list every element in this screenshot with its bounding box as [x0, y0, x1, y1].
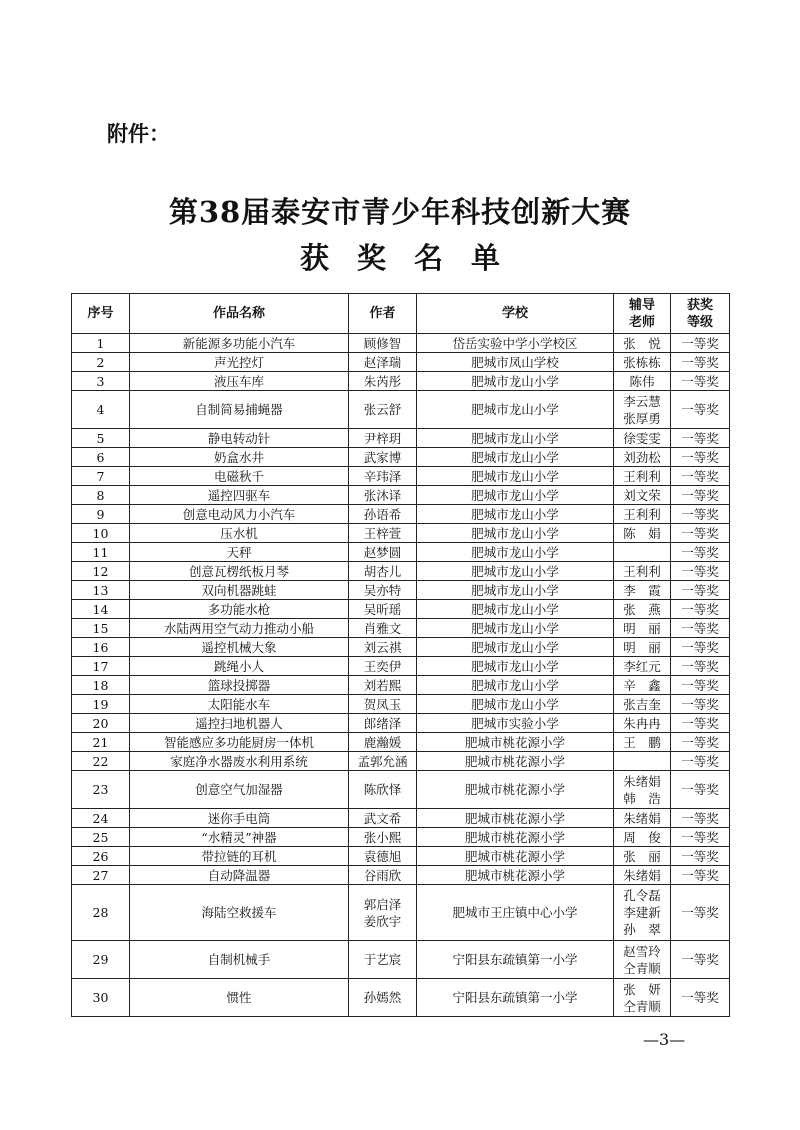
cell-author: 郭启泽 姜欣宇: [349, 885, 417, 941]
cell-award: 一等奖: [671, 372, 730, 391]
cell-school: 肥城市龙山小学: [417, 505, 614, 524]
cell-work: 带拉链的耳机: [130, 847, 349, 866]
cell-school: 肥城市桃花源小学: [417, 866, 614, 885]
col-header-teacher: 辅导 老师: [614, 294, 671, 334]
cell-no: 25: [72, 828, 130, 847]
cell-school: 宁阳县东疏镇第一小学: [417, 979, 614, 1017]
cell-award: 一等奖: [671, 429, 730, 448]
table-row: [72, 752, 730, 771]
attachment-label: 附件：: [107, 122, 170, 146]
cell-school: 肥城市实验小学: [417, 714, 614, 733]
col-header-school: 学校: [417, 294, 614, 334]
cell-author: 谷雨欣: [349, 866, 417, 885]
cell-teacher: 刘文荣: [614, 486, 671, 505]
cell-author: 陈欣怿: [349, 771, 417, 809]
table-row: [72, 448, 730, 467]
cell-school: 宁阳县东疏镇第一小学: [417, 941, 614, 979]
cell-work: 液压车库: [130, 372, 349, 391]
cell-award: 一等奖: [671, 334, 730, 353]
table-row: [72, 505, 730, 524]
cell-no: 2: [72, 353, 130, 372]
cell-school: 肥城市桃花源小学: [417, 847, 614, 866]
cell-award: 一等奖: [671, 638, 730, 657]
table-row: [72, 941, 730, 979]
cell-school: 肥城市龙山小学: [417, 448, 614, 467]
cell-award: 一等奖: [671, 581, 730, 600]
cell-author: 吴亦特: [349, 581, 417, 600]
cell-no: 16: [72, 638, 130, 657]
table-row: [72, 581, 730, 600]
cell-work: 创意空气加湿器: [130, 771, 349, 809]
cell-award: 一等奖: [671, 771, 730, 809]
cell-teacher: 周 俊: [614, 828, 671, 847]
table-row: [72, 600, 730, 619]
cell-no: 13: [72, 581, 130, 600]
cell-school: 肥城市龙山小学: [417, 619, 614, 638]
cell-work: 水陆两用空气动力推动小船: [130, 619, 349, 638]
cell-award: 一等奖: [671, 562, 730, 581]
cell-award: 一等奖: [671, 828, 730, 847]
table-row: [72, 809, 730, 828]
cell-school: 肥城市龙山小学: [417, 524, 614, 543]
cell-no: 9: [72, 505, 130, 524]
cell-teacher: 朱绪娟 韩 浩: [614, 771, 671, 809]
cell-teacher: 孔令磊 李建新 孙 翠: [614, 885, 671, 941]
cell-award: 一等奖: [671, 543, 730, 562]
cell-teacher: 朱绪娟: [614, 809, 671, 828]
cell-no: 5: [72, 429, 130, 448]
cell-no: 3: [72, 372, 130, 391]
cell-school: 肥城市龙山小学: [417, 372, 614, 391]
cell-author: 孙嫣然: [349, 979, 417, 1017]
cell-teacher: 张吉奎: [614, 695, 671, 714]
page-number: —3—: [643, 1030, 686, 1049]
cell-no: 18: [72, 676, 130, 695]
cell-author: 赵梦圆: [349, 543, 417, 562]
cell-teacher: 徐雯雯: [614, 429, 671, 448]
cell-no: 30: [72, 979, 130, 1017]
cell-author: 武家博: [349, 448, 417, 467]
cell-school: 肥城市桃花源小学: [417, 771, 614, 809]
table-row: [72, 695, 730, 714]
cell-work: 创意瓦楞纸板月琴: [130, 562, 349, 581]
cell-author: 王梓萱: [349, 524, 417, 543]
cell-author: 张沐译: [349, 486, 417, 505]
cell-author: 贺凤玉: [349, 695, 417, 714]
cell-author: 辛玮泽: [349, 467, 417, 486]
col-header-author: 作者: [349, 294, 417, 334]
cell-no: 10: [72, 524, 130, 543]
cell-award: 一等奖: [671, 847, 730, 866]
cell-work: 声光控灯: [130, 353, 349, 372]
cell-award: 一等奖: [671, 448, 730, 467]
table-header-row: [72, 294, 730, 334]
cell-award: 一等奖: [671, 714, 730, 733]
cell-work: 海陆空救援车: [130, 885, 349, 941]
cell-teacher: [614, 543, 671, 562]
table-row: [72, 979, 730, 1017]
cell-school: 肥城市龙山小学: [417, 467, 614, 486]
award-table: [71, 293, 730, 1017]
cell-author: 武文希: [349, 809, 417, 828]
cell-teacher: 李 霞: [614, 581, 671, 600]
cell-teacher: 辛 鑫: [614, 676, 671, 695]
cell-teacher: 张 丽: [614, 847, 671, 866]
cell-work: 遥控机械大象: [130, 638, 349, 657]
table-row: [72, 714, 730, 733]
cell-award: 一等奖: [671, 941, 730, 979]
cell-award: 一等奖: [671, 733, 730, 752]
cell-teacher: 王利利: [614, 562, 671, 581]
cell-author: 刘云祺: [349, 638, 417, 657]
cell-no: 27: [72, 866, 130, 885]
cell-work: 奶盒水井: [130, 448, 349, 467]
cell-school: 肥城市龙山小学: [417, 581, 614, 600]
cell-award: 一等奖: [671, 752, 730, 771]
cell-no: 22: [72, 752, 130, 771]
cell-no: 29: [72, 941, 130, 979]
cell-work: 篮球投掷器: [130, 676, 349, 695]
cell-teacher: 赵雪玲 仝青顺: [614, 941, 671, 979]
cell-teacher: 明 丽: [614, 619, 671, 638]
cell-work: 自制简易捕蝇器: [130, 391, 349, 429]
cell-author: 刘若熙: [349, 676, 417, 695]
cell-teacher: 王利利: [614, 467, 671, 486]
cell-no: 1: [72, 334, 130, 353]
table-row: [72, 828, 730, 847]
table-row: [72, 429, 730, 448]
cell-no: 15: [72, 619, 130, 638]
cell-work: 自制机械手: [130, 941, 349, 979]
cell-teacher: 张栋栋: [614, 353, 671, 372]
cell-work: 跳绳小人: [130, 657, 349, 676]
table-row: [72, 467, 730, 486]
table-row: [72, 771, 730, 809]
cell-work: 多功能水枪: [130, 600, 349, 619]
cell-no: 23: [72, 771, 130, 809]
cell-author: 张云舒: [349, 391, 417, 429]
table-row: [72, 353, 730, 372]
cell-school: 岱岳实验中学小学校区: [417, 334, 614, 353]
cell-no: 20: [72, 714, 130, 733]
table-row: [72, 562, 730, 581]
cell-school: 肥城市桃花源小学: [417, 809, 614, 828]
cell-teacher: 刘劲松: [614, 448, 671, 467]
cell-no: 7: [72, 467, 130, 486]
cell-no: 26: [72, 847, 130, 866]
document-title: 第38届泰安市青少年科技创新大赛: [168, 195, 632, 229]
cell-work: 太阳能水车: [130, 695, 349, 714]
cell-author: 鹿瀚媛: [349, 733, 417, 752]
table-row: [72, 619, 730, 638]
cell-work: 双向机器跳蛙: [130, 581, 349, 600]
cell-teacher: 王 鹏: [614, 733, 671, 752]
cell-teacher: 陈 娟: [614, 524, 671, 543]
table-row: [72, 524, 730, 543]
cell-teacher: 陈伟: [614, 372, 671, 391]
cell-award: 一等奖: [671, 619, 730, 638]
cell-no: 8: [72, 486, 130, 505]
cell-work: 压水机: [130, 524, 349, 543]
cell-school: 肥城市龙山小学: [417, 676, 614, 695]
cell-no: 6: [72, 448, 130, 467]
cell-work: 家庭净水器废水利用系统: [130, 752, 349, 771]
cell-award: 一等奖: [671, 391, 730, 429]
cell-school: 肥城市龙山小学: [417, 638, 614, 657]
cell-work: “水精灵”神器: [130, 828, 349, 847]
cell-no: 21: [72, 733, 130, 752]
cell-school: 肥城市龙山小学: [417, 391, 614, 429]
document-subtitle: 获奖名单: [299, 241, 528, 275]
table-row: [72, 334, 730, 353]
cell-school: 肥城市桃花源小学: [417, 733, 614, 752]
cell-award: 一等奖: [671, 657, 730, 676]
cell-award: 一等奖: [671, 486, 730, 505]
cell-award: 一等奖: [671, 866, 730, 885]
table-row: [72, 543, 730, 562]
cell-school: 肥城市龙山小学: [417, 562, 614, 581]
cell-award: 一等奖: [671, 885, 730, 941]
cell-work: 智能感应多功能厨房一体机: [130, 733, 349, 752]
cell-teacher: 明 丽: [614, 638, 671, 657]
table-row: [72, 733, 730, 752]
cell-school: 肥城市桃花源小学: [417, 752, 614, 771]
cell-author: 吴昕瑶: [349, 600, 417, 619]
cell-award: 一等奖: [671, 467, 730, 486]
cell-award: 一等奖: [671, 809, 730, 828]
cell-school: 肥城市龙山小学: [417, 543, 614, 562]
cell-author: 于艺宸: [349, 941, 417, 979]
cell-teacher: 朱冉冉: [614, 714, 671, 733]
cell-school: 肥城市龙山小学: [417, 429, 614, 448]
cell-award: 一等奖: [671, 600, 730, 619]
cell-teacher: 张 妍 仝青顺: [614, 979, 671, 1017]
table-body: [72, 334, 730, 1017]
cell-work: 天秤: [130, 543, 349, 562]
cell-author: 尹梓玥: [349, 429, 417, 448]
table-row: [72, 866, 730, 885]
cell-teacher: 张 悦: [614, 334, 671, 353]
cell-school: 肥城市王庄镇中心小学: [417, 885, 614, 941]
cell-no: 24: [72, 809, 130, 828]
col-header-no: 序号: [72, 294, 130, 334]
cell-award: 一等奖: [671, 353, 730, 372]
cell-author: 郎绪泽: [349, 714, 417, 733]
cell-author: 孟郭允涵: [349, 752, 417, 771]
cell-work: 创意电动风力小汽车: [130, 505, 349, 524]
cell-teacher: 李红元: [614, 657, 671, 676]
cell-school: 肥城市龙山小学: [417, 657, 614, 676]
table-row: [72, 657, 730, 676]
cell-award: 一等奖: [671, 979, 730, 1017]
cell-no: 11: [72, 543, 130, 562]
table-row: [72, 676, 730, 695]
cell-no: 17: [72, 657, 130, 676]
cell-no: 19: [72, 695, 130, 714]
cell-no: 14: [72, 600, 130, 619]
cell-teacher: 李云慧 张厚勇: [614, 391, 671, 429]
cell-author: 袁德旭: [349, 847, 417, 866]
cell-work: 新能源多功能小汽车: [130, 334, 349, 353]
table-row: [72, 885, 730, 941]
cell-award: 一等奖: [671, 505, 730, 524]
col-header-award: 获奖 等级: [671, 294, 730, 334]
cell-work: 遥控四驱车: [130, 486, 349, 505]
cell-work: 自动降温器: [130, 866, 349, 885]
cell-school: 肥城市龙山小学: [417, 600, 614, 619]
cell-award: 一等奖: [671, 695, 730, 714]
cell-work: 惯性: [130, 979, 349, 1017]
cell-author: 肖雅文: [349, 619, 417, 638]
cell-author: 王奕伊: [349, 657, 417, 676]
cell-author: 孙语希: [349, 505, 417, 524]
cell-school: 肥城市龙山小学: [417, 695, 614, 714]
cell-no: 12: [72, 562, 130, 581]
cell-award: 一等奖: [671, 676, 730, 695]
cell-work: 静电转动针: [130, 429, 349, 448]
cell-teacher: 朱绪娟: [614, 866, 671, 885]
cell-no: 4: [72, 391, 130, 429]
cell-author: 朱芮彤: [349, 372, 417, 391]
cell-school: 肥城市桃花源小学: [417, 828, 614, 847]
cell-author: 胡杏儿: [349, 562, 417, 581]
cell-work: 电磁秋千: [130, 467, 349, 486]
cell-award: 一等奖: [671, 524, 730, 543]
cell-author: 顾修智: [349, 334, 417, 353]
table-row: [72, 372, 730, 391]
cell-no: 28: [72, 885, 130, 941]
cell-school: 肥城市凤山学校: [417, 353, 614, 372]
cell-author: 张小熙: [349, 828, 417, 847]
table-row: [72, 486, 730, 505]
cell-teacher: 王利利: [614, 505, 671, 524]
cell-teacher: 张 燕: [614, 600, 671, 619]
cell-work: 遥控扫地机器人: [130, 714, 349, 733]
cell-work: 迷你手电筒: [130, 809, 349, 828]
cell-school: 肥城市龙山小学: [417, 486, 614, 505]
table-row: [72, 638, 730, 657]
table-row: [72, 847, 730, 866]
col-header-work: 作品名称: [130, 294, 349, 334]
cell-author: 赵泽瑞: [349, 353, 417, 372]
table-row: [72, 391, 730, 429]
cell-teacher: [614, 752, 671, 771]
